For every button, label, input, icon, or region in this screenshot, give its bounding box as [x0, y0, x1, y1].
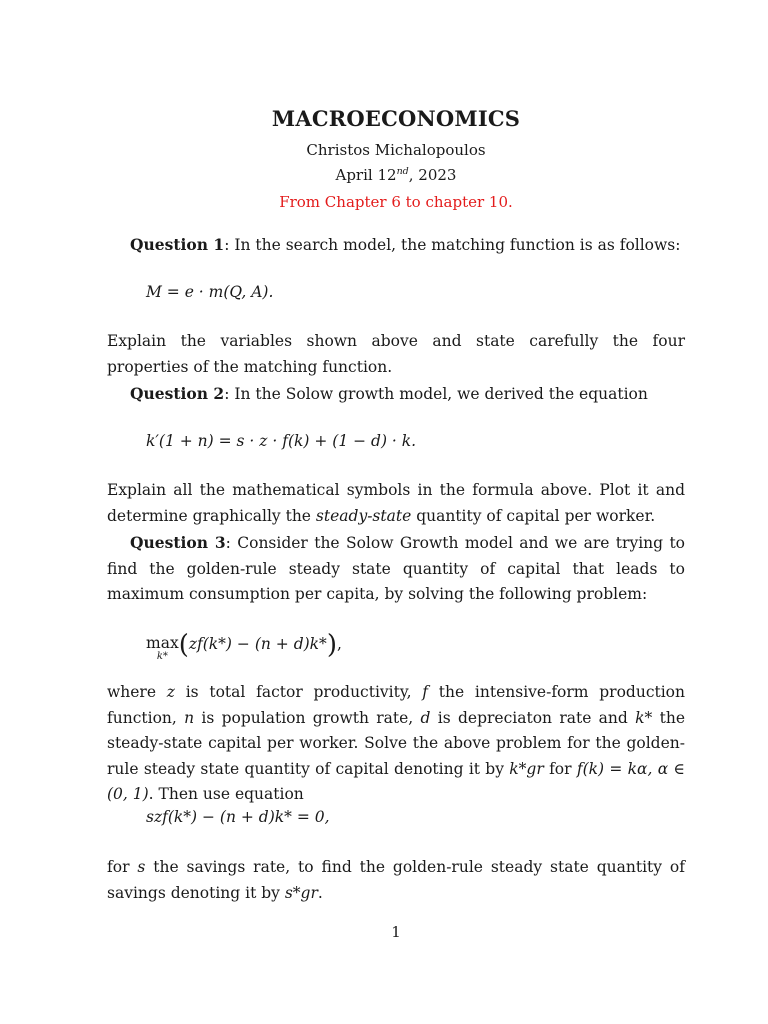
question-2-label: Question 2	[130, 384, 225, 403]
savings-equation: szf(k*) − (n + d)k* = 0,	[146, 808, 330, 826]
date: April 12nd, 2023	[335, 166, 457, 184]
matching-function-equation: M = e · m(Q, A).	[146, 283, 274, 301]
question-2-explain: Explain all the mathematical symbols in the formula above. Plot it and determine graphically the steady-state quantity of capital per worker.	[107, 481, 685, 525]
question-1: Question 1: In the search model, the matching function is as follows:	[130, 235, 681, 254]
question-2: Question 2: In the Solow growth model, we derived the equation	[130, 384, 648, 403]
question-3-where: where z is total factor productivity, f the intensive-form production function, n is population growth rate, d is depreciaton rate and k* the steady-state capital per worker. Solve the above problem for the golden-rule steady state quantity of capital denoting it by k*gr for f(k) = kα, α ∈ (0, 1). Then use equation	[107, 683, 685, 803]
chapters-note: From Chapter 6 to chapter 10.	[279, 193, 513, 211]
question-3: Question 3: Consider the Solow Growth model and we are trying to find the golden-rule steady state quantity of capital that leads to maximum consumption per capita, by solving the following problem:	[107, 533, 685, 603]
author: Christos Michalopoulos	[306, 141, 486, 159]
golden-rule-max-problem: max k* (zf(k*) − (n + d)k*),	[146, 630, 342, 662]
question-3-label: Question 3	[130, 533, 226, 552]
page-number: 1	[391, 923, 401, 941]
document-title: MACROECONOMICS	[271, 106, 521, 131]
question-1-label: Question 1	[130, 235, 225, 254]
solow-equation: k′(1 + n) = s · z · f(k) + (1 − d) · k.	[146, 432, 417, 450]
question-1-explain: Explain the variables shown above and state carefully the four properties of the matching function.	[107, 332, 685, 376]
question-3-savings: for s the savings rate, to find the golden-rule steady state quantity of savings denoting it by s*gr.	[107, 858, 685, 902]
